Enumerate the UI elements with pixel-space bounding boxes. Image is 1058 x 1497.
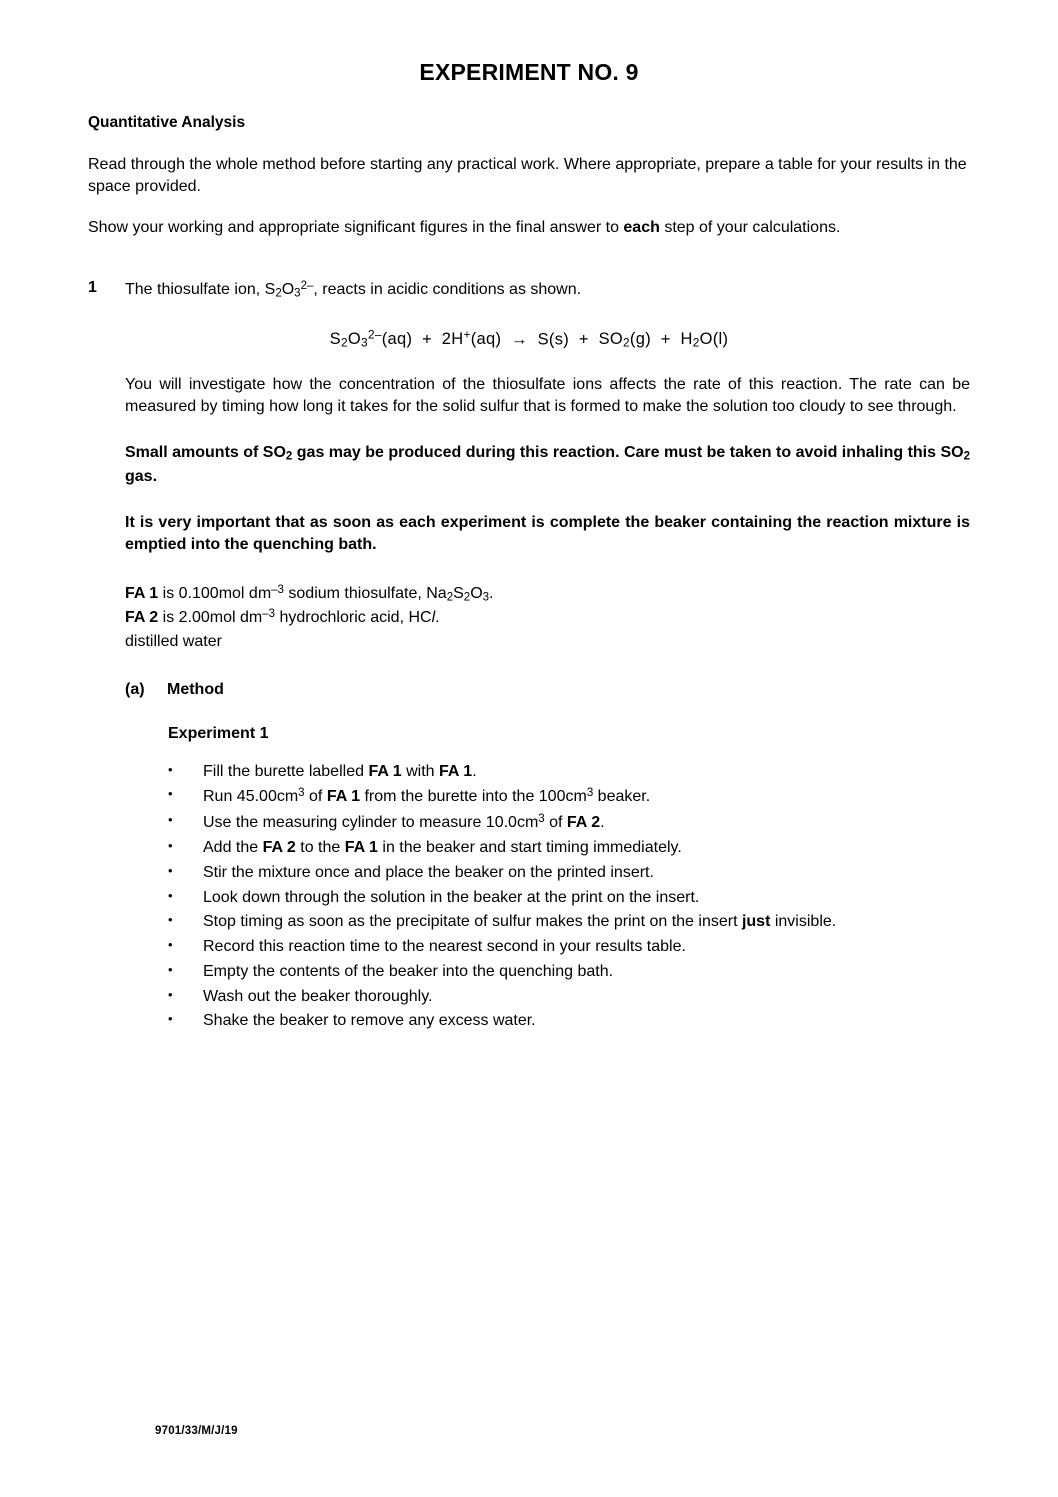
experiment-1-heading: Experiment 1 [168,724,269,742]
intro-paragraph-1: Read through the whole method before starting any practical work. Where appropriate, prepare a table for your results in the space provided. [88,156,967,195]
step-segment: invisible. [770,913,837,931]
stem-sub-1: 2 [275,287,282,300]
reagent-list [125,582,970,653]
fa1-units-sup: –3 [271,583,284,596]
chemical-equation: $S_2O_3^{2-}(aq) + 2H^+(aq) \to S(s) + SO_2(g) + H_2O(l)$ [329,328,729,350]
investigation-paragraph: You will investigate how the concentration of the thiosulfate ions affects the rate of this reaction. The rate can be measured by timing how long it takes for the solid sulfur that is formed to make the solution too cloudy to see through. [125,375,970,416]
part-a-title: Method [167,680,224,698]
so2-warning-part2: gas may be produced during this reaction. Care must be taken to avoid inhaling this SO [292,444,964,462]
fa1-sub-1: 2 [446,591,454,604]
method-step [88,785,970,809]
fa1-sub-2: 2 [463,591,471,604]
part-a-label: (a) [125,680,145,698]
fa1-mid-2: O [470,584,483,602]
so2-warning-part3: gas. [125,467,158,485]
method-steps-list [88,761,970,1033]
fa1-units: mol dm [218,584,272,602]
question-stem [125,279,970,302]
fa2-end: . [435,609,440,627]
method-step [88,761,970,784]
stem-text-3: , reacts in acidic conditions as shown. [313,280,582,298]
method-step [88,837,970,860]
method-step [88,961,970,984]
step-segment: cm [516,814,539,832]
fa2-units-sup: –3 [262,608,276,621]
fa1-sub-3: 3 [482,591,490,604]
step-segment: FA 1 [326,788,361,806]
step-superscript: 3 [538,813,545,826]
method-step [88,887,970,910]
question-1 [88,279,970,302]
stem-sub-2: 3 [294,287,301,300]
step-segment: FA 1 [344,839,378,857]
step-segment: FA 2 [566,814,601,832]
fa2-text-b: hydrochloric acid, HC [275,609,432,627]
step-segment: beaker. [593,788,651,806]
stem-text-2: O [281,280,295,298]
so2-warning-sub2: 2 [963,450,970,463]
step-segment: Empty the contents of the beaker into the quenching bath. [203,962,614,980]
stem-text-1: The thiosulfate ion, S [125,280,276,298]
reagent-water: distilled water [125,632,222,650]
step-segment: in the beaker and start timing immediately. [377,839,682,857]
method-step [88,862,970,885]
fa2-italic-l: l [431,609,436,627]
page-footer: 9701/33/M/J/19 [155,1425,238,1437]
intro2-part2: step of your calculations. [659,219,841,237]
step-segment: Add the [203,839,263,857]
intro-paragraph-2 [88,217,970,239]
method-step [88,986,970,1009]
fa1-mid-1: S [453,584,464,602]
step-superscript: 3 [298,787,305,800]
fa1-text-b: sodium thiosulfate, Na [283,584,447,602]
question-number: 1 [88,278,97,296]
step-segment: cm [276,788,299,806]
step-segment: to the [295,839,345,857]
method-step [88,1010,970,1033]
fa1-text-a: is 0.100 [158,584,219,602]
step-segment: of [304,788,327,806]
part-a-heading [125,681,970,699]
section-subtitle: Quantitative Analysis [88,114,246,131]
method-step [88,911,970,934]
step-segment: FA 2 [262,839,296,857]
step-segment: FA 1 [368,762,402,780]
step-segment: Stop timing as soon as the precipitate of sulfur makes the print on the insert [203,913,742,931]
step-segment: Record this reaction time to the nearest second in your results table. [203,938,686,956]
step-segment: Look down through the solution in the beaker at the print on the insert. [203,888,700,906]
step-segment: Fill the burette labelled [203,762,369,780]
step-segment: Wash out the beaker thoroughly. [203,987,433,1005]
step-segment: with [401,762,439,780]
reagent-fa1 [125,582,970,606]
step-segment: Shake the beaker to remove any excess water. [203,1012,536,1030]
step-segment: of [544,814,567,832]
fa2-label: FA 2 [125,609,159,627]
method-step [88,936,970,959]
quenching-warning: It is very important that as soon as each experiment is complete the beaker containing the reaction mixture is emptied into the quenching bath. [125,513,970,553]
stem-sup-1: 2– [300,279,314,292]
step-segment: from the burette into the 100 [360,788,566,806]
fa1-end: . [489,584,494,602]
step-segment: FA 1 [438,762,473,780]
step-segment: cm [565,788,587,806]
page-title: EXPERIMENT NO. 9 [419,59,639,85]
fa2-units: mol dm [209,609,263,627]
intro2-part1: Show your working and appropriate significant figures in the final answer to [88,219,624,237]
step-segment: Stir the mixture once and place the beaker on the printed insert. [203,863,654,881]
method-step [88,811,970,835]
so2-warning-part1: Small amounts of SO [125,444,286,462]
so2-warning-sub1: 2 [285,450,293,463]
so2-warning [125,442,970,488]
fa1-label: FA 1 [125,584,159,602]
step-superscript: 3 [586,787,594,800]
reagent-fa2 [125,606,970,629]
step-segment: just [741,913,771,931]
step-segment: Run 45.00 [203,788,277,806]
step-segment: . [600,814,605,832]
step-segment: Use the measuring cylinder to measure 10.0 [203,814,517,832]
step-segment: . [472,762,477,780]
intro2-emphasis: each [623,219,660,237]
fa2-text-a: is 2.00 [158,609,210,627]
